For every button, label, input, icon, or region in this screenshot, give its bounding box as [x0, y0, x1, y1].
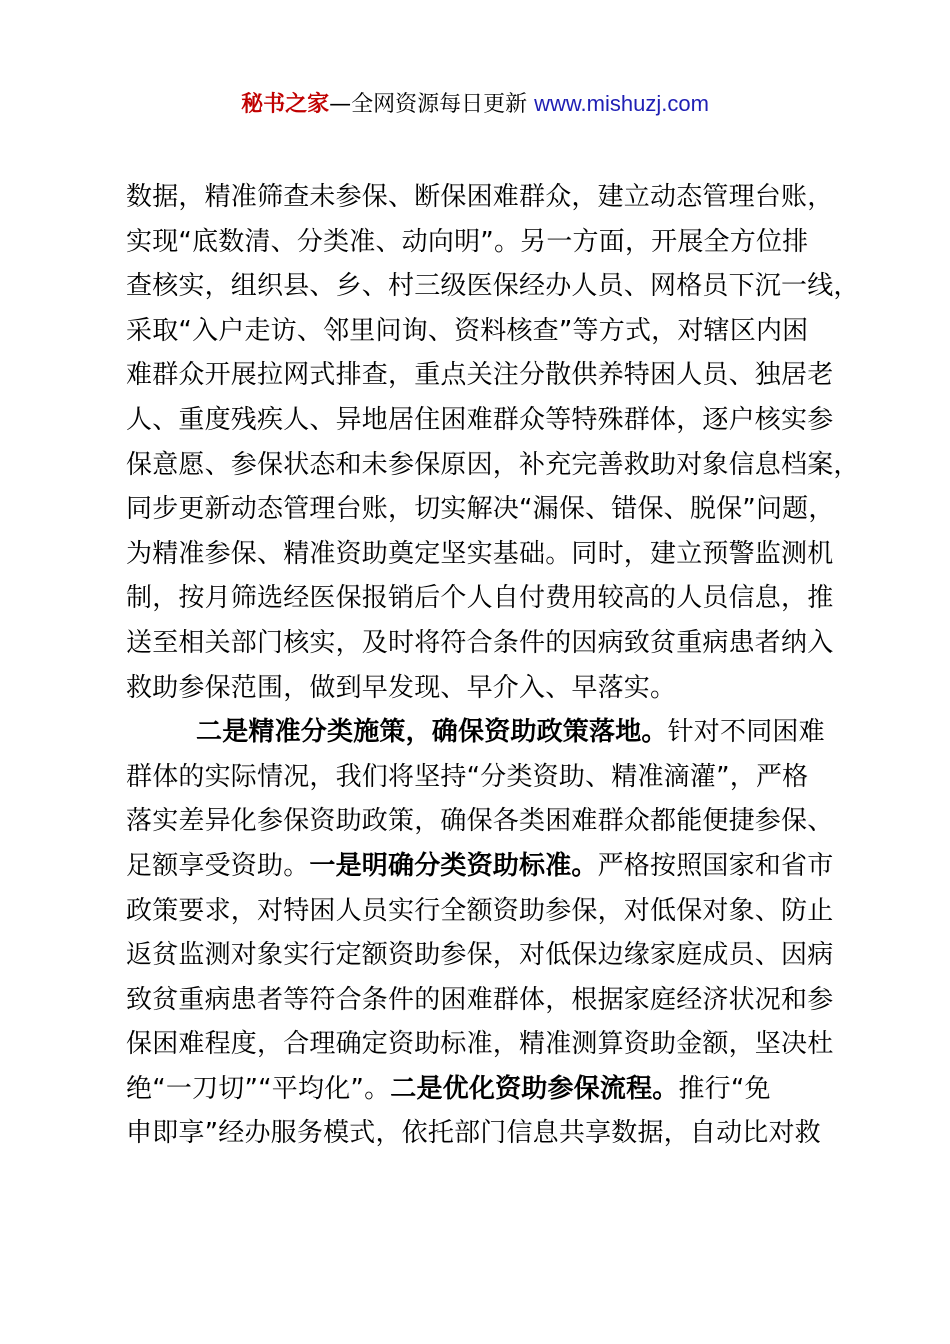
- text-line: [126, 844, 836, 889]
- line-text: 返贫监测对象实行定额资助参保，对低保边缘家庭成员、因病: [126, 940, 834, 971]
- text-line: [126, 666, 836, 711]
- text-line: [126, 978, 836, 1023]
- line-text: 政策要求，对特困人员实行全额资助参保，对低保对象、防止: [126, 895, 834, 926]
- text-line: [126, 933, 836, 978]
- line-text: 保困难程度，合理确定资助标准，精准测算资助金额，坚决杜: [126, 1029, 834, 1060]
- line-text: 致贫重病患者等符合条件的困难群体，根据家庭经济状况和参: [126, 984, 834, 1015]
- line-text: 数据，精准筛查未参保、断保困难群众，建立动态管理台账，: [126, 182, 834, 212]
- line-text: 群体的实际情况，我们将坚持“分类资助、精准滴灌”，严格: [126, 761, 809, 792]
- text-line: [126, 264, 860, 309]
- line-text: 落实差异化参保资助政策，确保各类困难群众都能便捷参保、: [126, 806, 834, 837]
- line-text: 实现“底数清、分类准、动向明”。另一方面，开展全方位排: [126, 226, 809, 257]
- line-text: 足额享受资助。: [126, 850, 310, 881]
- text-line: [126, 220, 836, 265]
- line-text: 针对不同困难: [667, 717, 825, 748]
- text-line: [126, 621, 836, 666]
- line-text: 采取“入户走访、邻里问询、资料核查”等方式，对辖区内困: [126, 315, 809, 346]
- text-line: [126, 1111, 836, 1156]
- text-line: [126, 398, 836, 443]
- line-text: 保意愿、参保状态和未参保原因，补充完善救助对象信息档案，: [126, 449, 860, 480]
- text-line: [126, 1067, 836, 1112]
- text-line: [126, 576, 836, 621]
- brand-name: 秘书之家: [241, 92, 330, 117]
- text-line: [126, 175, 836, 220]
- text-line: [126, 710, 836, 755]
- bold-heading-text: 二是优化资助参保流程。: [390, 1073, 679, 1104]
- line-text: 同步更新动态管理台账，切实解决“漏保、错保、脱保”问题，: [126, 494, 835, 525]
- line-text: 救助参保范围，做到早发现、早介入、早落实。: [126, 672, 677, 703]
- line-text: 难群众开展拉网式排查，重点关注分散供养特困人员、独居老: [126, 360, 834, 391]
- text-line: [126, 532, 836, 577]
- site-header: [0, 86, 950, 123]
- text-line: [126, 487, 836, 532]
- line-text: 严格按照国家和省市: [597, 850, 834, 881]
- line-text: 人、重度残疾人、异地居住困难群众等特殊群体，逐户核实参: [126, 404, 834, 435]
- header-tagline: —全网资源每日更新: [329, 92, 535, 117]
- text-line: [126, 443, 860, 488]
- line-text: 绝“一刀切”“平均化”。: [126, 1073, 391, 1104]
- line-text: 制，按月筛选经医保报销后个人自付费用较高的人员信息，推: [126, 583, 834, 614]
- line-text: 送至相关部门核实，及时将符合条件的因病致贫重病患者纳入: [126, 627, 834, 658]
- site-url-link[interactable]: www.mishuzj.com: [534, 91, 709, 116]
- bold-heading-text: 一是明确分类资助标准。: [309, 850, 598, 881]
- document-body: [126, 175, 860, 1156]
- line-text: 推行“免: [678, 1073, 771, 1104]
- line-text: 查核实，组织县、乡、村三级医保经办人员、网格员下沉一线，: [126, 271, 860, 302]
- text-line: [126, 353, 836, 398]
- text-line: [126, 799, 836, 844]
- line-text: 申即享”经办服务模式，依托部门信息共享数据，自动比对救: [126, 1118, 821, 1149]
- bold-heading-text: 二是精准分类施策，确保资助政策落地。: [196, 717, 668, 748]
- text-line: [126, 1022, 836, 1067]
- text-line: [126, 889, 836, 934]
- text-line: [126, 309, 836, 354]
- line-text: 为精准参保、精准资助奠定坚实基础。同时，建立预警监测机: [126, 538, 834, 569]
- text-line: [126, 755, 836, 800]
